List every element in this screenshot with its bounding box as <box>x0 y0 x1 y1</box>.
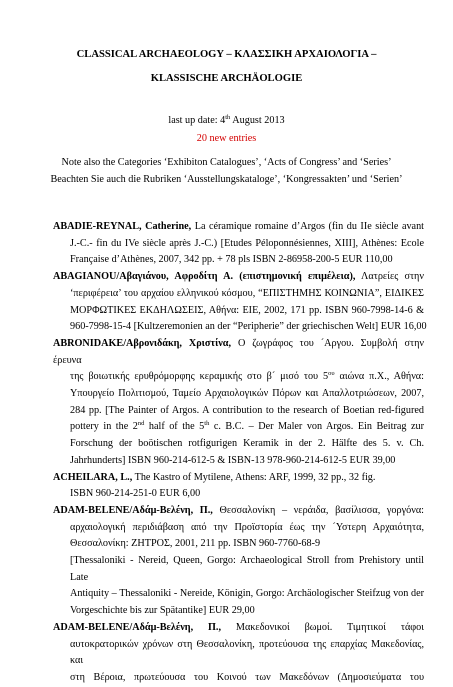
entry-author: ABRONIDAKE/Αβρονιδάκη, Χριστίνα, <box>53 337 232 349</box>
entry-author: ADAM-BELENE/Αδάμ-Βελένη, Π., <box>53 504 213 516</box>
entry-author: ACHEILARA, L., <box>53 471 133 483</box>
bibliography-entry: ADAM-BELENE/Αδάμ-Βελένη, Π., Θεσσαλονίκη – νεράιδα, βασίλισσα, γοργόνα: αρχαιολογική περιδιάβαση από την Προϊστορία έως την ´Υστερη Αρχαιότητα, Θεσσαλονίκη: ΖΗΤΡΟΣ, 2001, 211 pp. ISBN 960-7760-68-9 [Thessaloniki - Nereid, Queen, Gorgo: Archaeological Stroll from Prehistory until Late Antiquity – Thessaloniki - Nereide, Königin, Gorgo: Archäologischer Steifzug von der Vorgeschichte bis zur Spätantike] EUR 29,00 <box>53 504 424 617</box>
note-english: Note also the Categories ‘Exhibiton Catalogues’, ‘Acts of Congress’ and ‘Series’ <box>61 157 392 168</box>
page-title-line-1: CLASSICAL ARCHAEOLOGY – ΚΛΑΣΣΙΚΗ ΑΡΧΑΙΟΛΟΓΙΑ – <box>76 49 377 60</box>
bibliography-entry: ABAGIANOU/Αβαγιάνου, Αφροδίτη Α. (επιστημονική επιμέλεια), Λατρείες στην ‘περιφέρεια’ του αρχαίου ελληνικού κόσμου, “ΕΠΙΣΤΗΜΗΣ ΚΟΙΝΩΝΙΑ”, ΕΙΔΙΚΕΣ ΜΟΡΦΩΤΙΚΕΣ ΕΚΔΗΛΩΣΕΙΣ, Αθήνα: ΕΙΕ, 2002, 171 pp. ISBN 960-7998-14-6 & 960-7998-15-4 [Kultzeremonien an der “Peripherie” der griechischen Welt] EUR 16,00 <box>53 271 427 333</box>
bibliography-entry: ADAM-BELENE/Αδάμ-Βελένη, Π., Μακεδονικοί βωμοί. Τιμητικοί τάφοι αυτοκρατορικών χρόνων στη Θεσσαλονίκη, προτεύουσα της επαρχίας Μακεδονίας, και στη Βέροια, πρωτεύουσα του Κοινού των Μακεδόνων (Δημοσιεύματα του <box>53 621 424 683</box>
bibliography-entry: ABRONIDAKE/Αβρονιδάκη, Χριστίνα, Ο ζωγράφος του ´Αργου. Συμβολή στην έρευνα της βοιωτικής ερυθρόμορφης κεραμικής στο β´ μισό του $5^{o\upsilon}$ αιώνα π.Χ., Αθήνα: Υπουργείο Πολιτισμού, Ταμείο Αρχαιολογικών Πόρων και Απαλλοτριώσεων, 2007, 284 pp. [The Painter of Argos. A contribution to the research of Boetian red-figured pottery in the 2nd half of the 5th c. B.C. – Der Maler von Argos. Ein Beitrag zur Forschung der boötischen rotfigurigen Keramik in der 2. Hälfte des 5. v. Ch. Jahrhunderts] ISBN 960-214-612-5 & ISBN-13 978-960-214-612-5 EUR 39,00 <box>53 337 424 466</box>
bibliography-entry: ACHEILARA, L., The Kastro of Mytilene, Athens: ARF, 1999, 32 pp., 32 fig. ISBN 960-214-251-0 EUR 6,00 <box>53 471 376 500</box>
entry-author: ABADIE-REYNAL, Catherine, <box>53 221 192 232</box>
bibliography-list <box>53 219 427 687</box>
new-entries-count: 20 new entries <box>196 133 257 144</box>
page-title-line-2: KLASSISCHE ARCHÄOLOGIE <box>150 73 303 84</box>
last-update: last up date: 4th August 2013 <box>168 114 285 126</box>
entry-author: ADAM-BELENE/Αδάμ-Βελένη, Π., <box>53 621 222 633</box>
entry-author: ABAGIANOU/Αβαγιάνου, Αφροδίτη Α. (επιστημονική επιμέλεια), <box>53 271 356 283</box>
bibliography-entry: ABADIE-REYNAL, Catherine, La céramique romaine d’Argos (fin du IIe siècle avant J.-C.- fin du IVe siècle après J.-C.) [Etudes Péloponnésiennes, XIII], Athènes: Ecole Française d’Athènes, 2007, 342 pp. + 78 pls ISBN 2-86958-200-5 EUR 110,00 <box>53 221 425 266</box>
note-german: Beachten Sie auch die Rubriken ‘Ausstellungskataloge’, ‘Kongressakten’ und ‘Serien’ <box>50 174 403 185</box>
